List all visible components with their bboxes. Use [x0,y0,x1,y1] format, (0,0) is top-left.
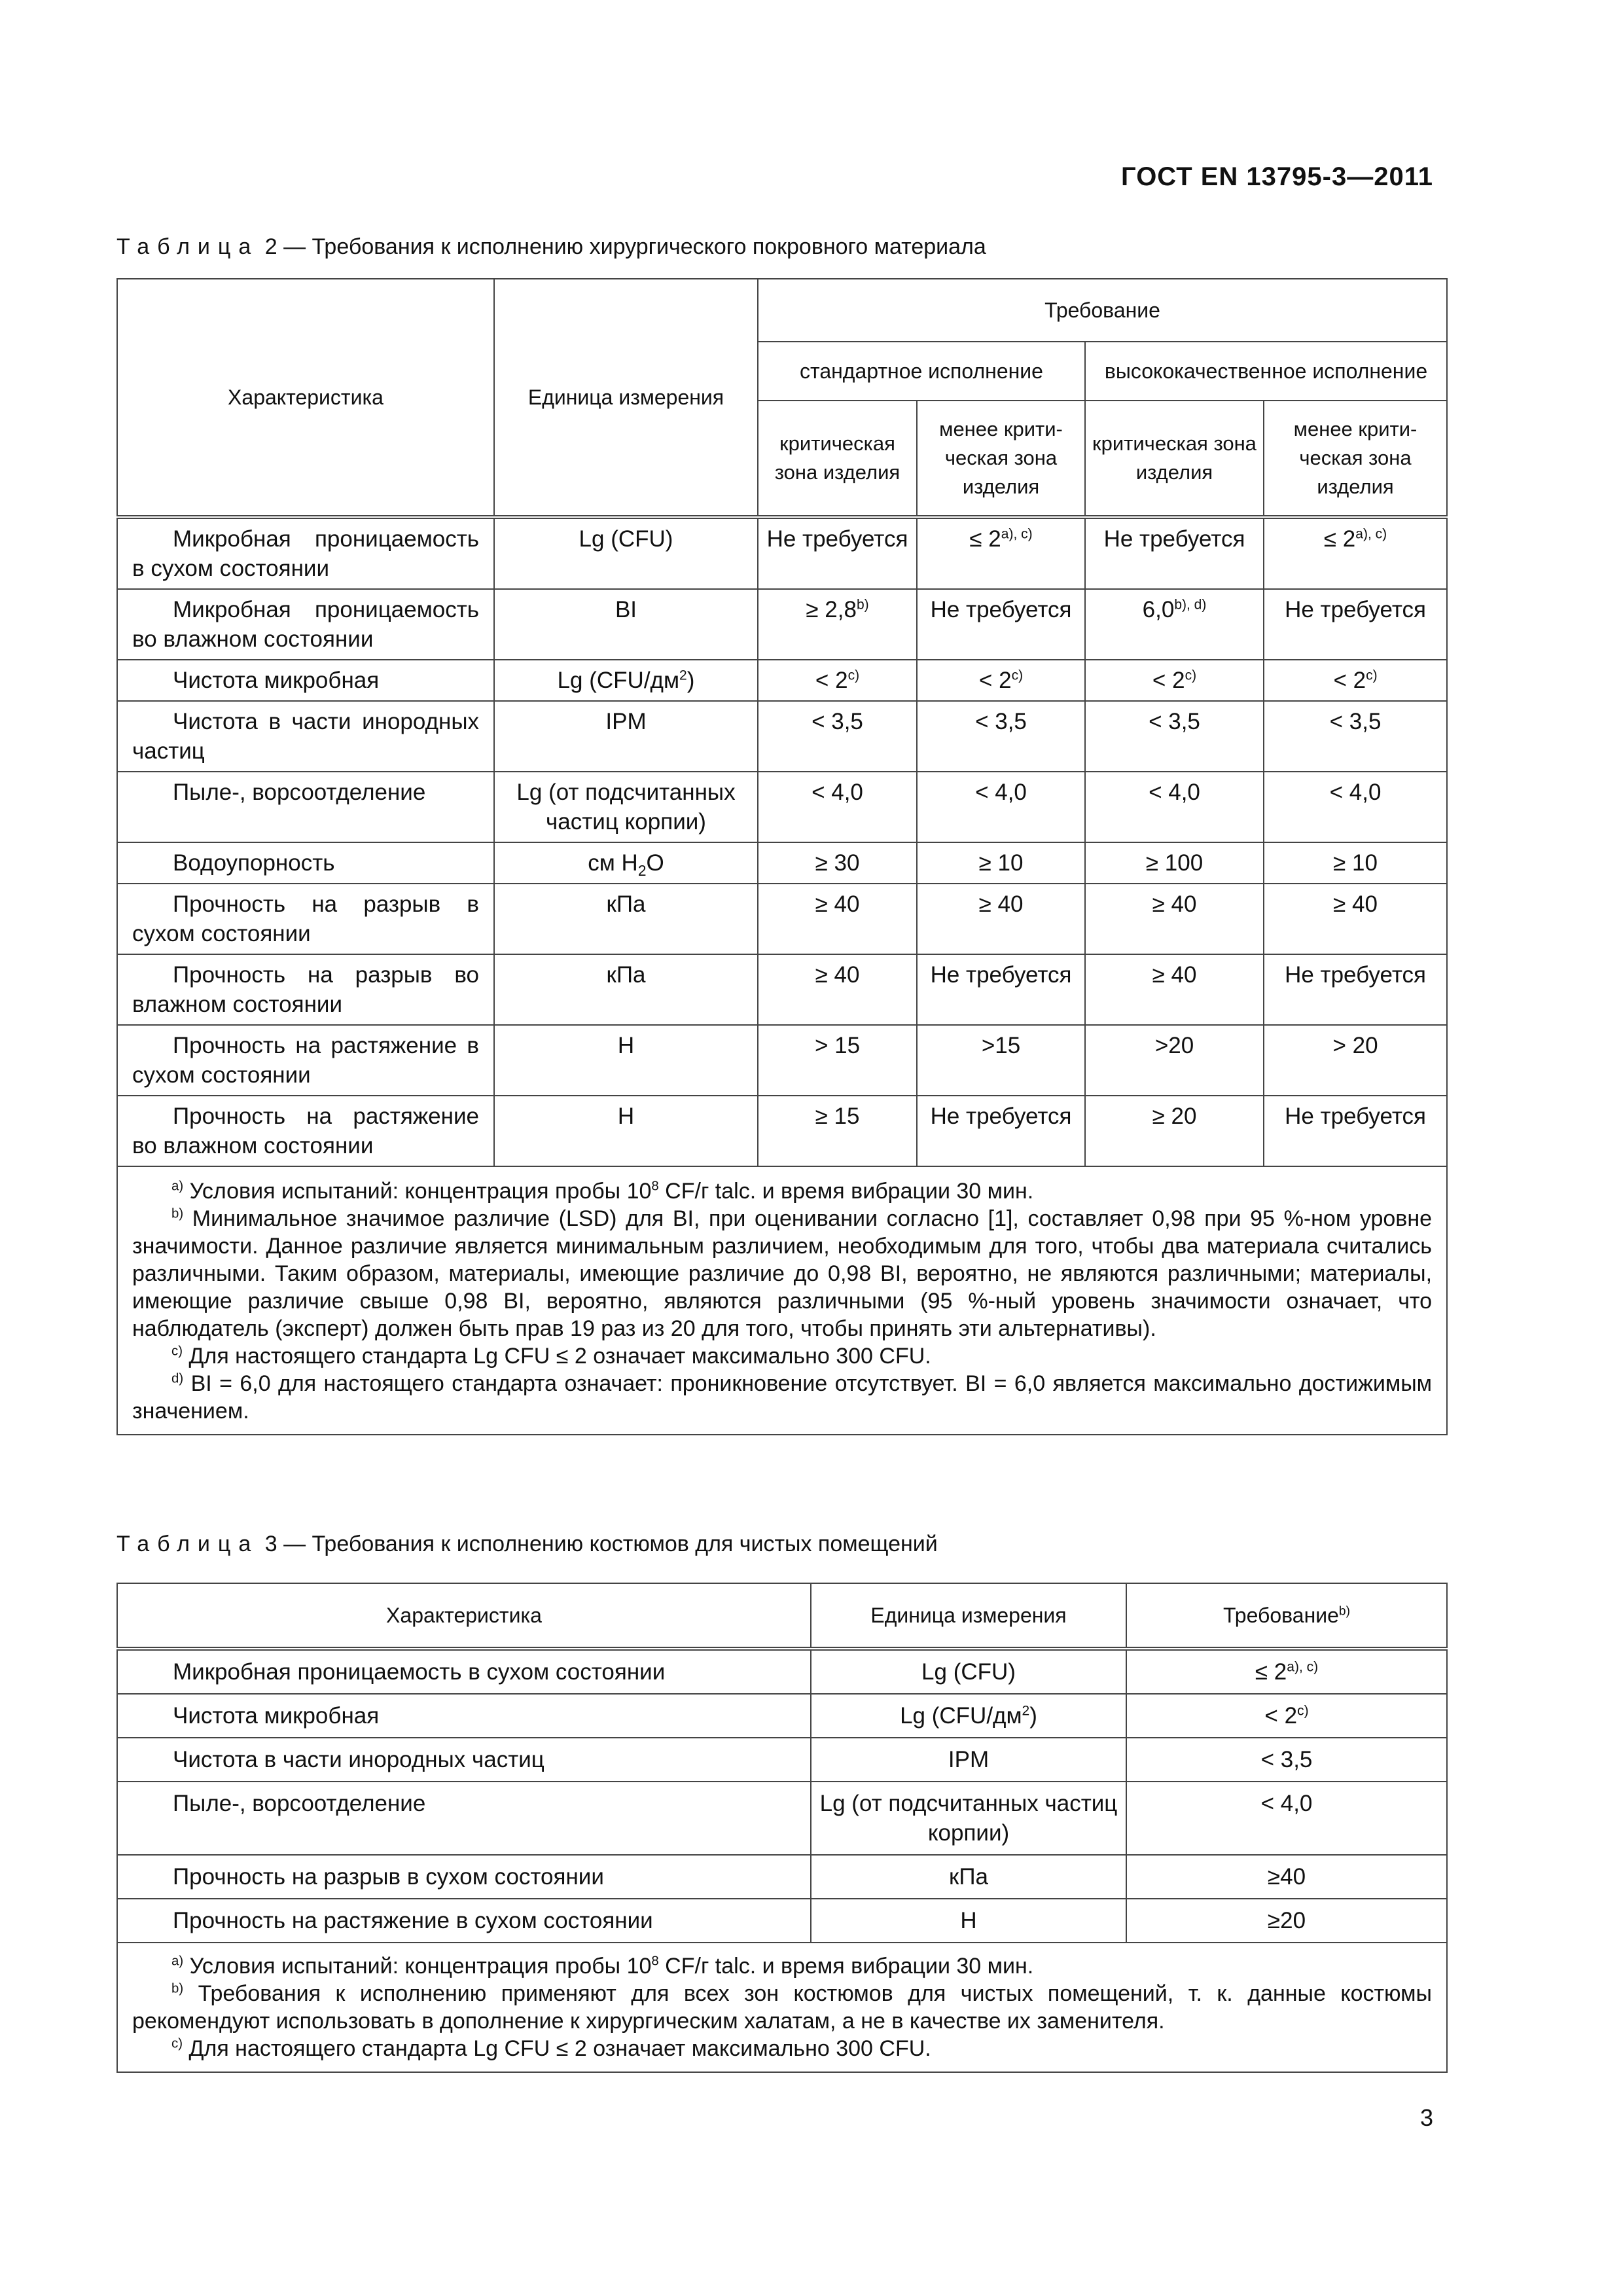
requirement-cell: Не требуется [1264,1096,1447,1166]
table-row [117,1025,1447,1096]
requirement-cell: Не требуется [1264,954,1447,1025]
table2-header-standard: стандартное исполнение [758,342,1085,401]
table-row [117,517,1447,589]
table2-header-less-critical-standard: менее крити-ческая зона изделия [917,401,1085,517]
requirement-cell: Не требуется [1085,517,1264,589]
requirement-cell: Не требуется [917,1096,1085,1166]
requirement-cell: < 4,0 [1126,1782,1447,1855]
requirement-cell: < $2^{c)}$ [1264,660,1447,701]
table3 [116,1583,1448,2073]
table2-caption [116,234,986,260]
characteristic-cell: Чистота в части инородных частиц [117,701,494,772]
unit-cell: Lg $(CFU/дм^2)$ [494,660,758,701]
table3-note-b-text: Требования к исполнению применяют для всех зон костюмов для чистых помещений, т. к. данные костюмы рекомендуют использовать в дополнение к хирургическим халатам, а не в качестве их заменителя. [132,1981,1432,2034]
characteristic-cell: Прочность на разрыв в сухом состоянии [117,1855,811,1899]
characteristic-cell: Чистота микробная [117,660,494,701]
table3-header-requirement: Требование$^{b)}$ [1126,1583,1447,1649]
table2-caption-label: Таблица [116,234,259,259]
characteristic-cell: Пыле-, ворсоотделение [117,1782,811,1855]
table3-note-b: $^{b)}$ Требования к исполнению применяют для всех зон костюмов для чистых помещений, т. к. данные костюмы рекомендуют использовать в дополнение к хирургическим халатам, а не в качестве их заменителя. [132,1981,1432,2034]
requirement-cell: < $2^{c)}$ [758,660,917,701]
requirement-cell: >15 [917,1025,1085,1096]
characteristic-cell: Микробная проницаемость в сухом состоянии [117,517,494,589]
table3-header-unit: Единица измерения [811,1583,1126,1649]
table2-header-unit: Единица измерения [494,279,758,517]
requirement-cell: $6,0^{b), d)}$ [1085,589,1264,660]
requirement-cell: < $2^{c)}$ [1085,660,1264,701]
requirement-cell: < 4,0 [758,772,917,842]
table2-note-c-text: Для настоящего стандарта Lg CFU ≤ 2 означает максимально 300 CFU. [188,1344,931,1369]
table-row [117,1096,1447,1166]
requirement-cell: Не требуется [1264,589,1447,660]
table2-note-b: $^{b)}$ Минимальное значимое различие (LSD) для BI, при оценивании согласно [1], составляет 0,98 при 95 %-ном уровне значимости. Данное различие является минимальным различием, необходимым для того, чтобы два материала считались различными. Таким образом, материалы, имеющие различие до 0,98 BI, вероятно, не являются различными; материалы, имеющие различие свыше 0,98 BI, вероятно, являются различными (95 %-ный уровень значимости означает, что наблюдатель (эксперт) должен быть прав 19 раз из 20 для того, чтобы принять эти альтернативы). [132,1206,1433,1341]
table-row [117,1782,1447,1855]
table-row [117,772,1447,842]
table-row [117,1899,1447,1943]
table2-note-c: $^{c)}$ Для настоящего стандарта Lg CFU ≤ 2 означает максимально 300 CFU. [171,1344,931,1369]
document-header: ГОСТ EN 13795-3—2011 [1121,162,1433,191]
unit-cell: Lg (CFU) [494,517,758,589]
requirement-cell: ≥ 100 [1085,842,1264,884]
requirement-cell: < $2^{c)}$ [1126,1694,1447,1738]
characteristic-cell: Прочность на разрыв в сухом состоянии [117,884,494,954]
table3-footnotes [117,1943,1447,2072]
table3-caption-text: 3 — Требования к исполнению костюмов для чистых помещений [259,1532,938,1556]
unit-cell: Lg (CFU) [811,1649,1126,1694]
table-row [117,1649,1447,1694]
table2-footnotes [117,1166,1447,1435]
table-row [117,1855,1447,1899]
unit-cell: Н [494,1096,758,1166]
requirement-cell: < 4,0 [917,772,1085,842]
table-row [117,954,1447,1025]
table2-header-requirement: Требование [758,279,1447,342]
characteristic-cell: Прочность на растяжение во влажном состоянии [117,1096,494,1166]
table3-caption-label: Таблица [116,1532,259,1556]
requirement-cell: > 15 [758,1025,917,1096]
requirement-cell: Не требуется [758,517,917,589]
requirement-cell: ≥ 20 [1085,1096,1264,1166]
unit-cell: кПа [494,954,758,1025]
characteristic-cell: Микробная проницаемость в сухом состоянии [117,1649,811,1694]
table2-header-critical-high: критическая зона изделия [1085,401,1264,517]
requirement-cell: < 3,5 [1085,701,1264,772]
table3-caption [116,1532,938,1557]
requirement-cell: ≥ 10 [1264,842,1447,884]
unit-cell: кПа [811,1855,1126,1899]
requirement-cell: > 20 [1264,1025,1447,1096]
requirement-cell: ≥40 [1126,1855,1447,1899]
requirement-cell: ≥ $2,8^{b)}$ [758,589,917,660]
table-row [117,589,1447,660]
characteristic-cell: Чистота в части инородных частиц [117,1738,811,1782]
unit-cell: IPM [494,701,758,772]
table2-header-critical-standard: критическая зона изделия [758,401,917,517]
unit-cell: Н [811,1899,1126,1943]
requirement-cell: < 4,0 [1085,772,1264,842]
requirement-cell: >20 [1085,1025,1264,1096]
requirement-cell: < $2^{c)}$ [917,660,1085,701]
table3-header-characteristic: Характеристика [117,1583,811,1649]
requirement-cell: ≥ 10 [917,842,1085,884]
requirement-cell: < 3,5 [758,701,917,772]
table-row [117,1738,1447,1782]
unit-cell: IPM [811,1738,1126,1782]
characteristic-cell: Чистота микробная [117,1694,811,1738]
requirement-cell: ≤ $2^{a), c)}$ [1126,1649,1447,1694]
unit-cell: см $H_2O$ [494,842,758,884]
characteristic-cell: Водоупорность [117,842,494,884]
table-row [117,660,1447,701]
table2-header-less-critical-high: менее крити-ческая зона изделия [1264,401,1447,517]
unit-cell: Н [494,1025,758,1096]
table3-note-a: $^{a)}$ Условия испытаний: концентрация пробы $10^8$ CF/г talc. и время вибрации 30 мин. [171,1954,1034,1979]
unit-cell: Lg (от подсчитанных частиц корпии) [494,772,758,842]
table2-note-a: $^{a)}$ Условия испытаний: концентрация пробы $10^8$ CF/г talc. и время вибрации 30 мин. [171,1179,1034,1204]
requirement-cell: < 3,5 [1126,1738,1447,1782]
requirement-cell: < 3,5 [1264,701,1447,772]
table-row [117,884,1447,954]
table-row [117,1694,1447,1738]
table2-header-high: высококачественное исполнение [1085,342,1447,401]
characteristic-cell: Пыле-, ворсоотделение [117,772,494,842]
requirement-cell: ≥ 40 [1264,884,1447,954]
unit-cell: BI [494,589,758,660]
table2-note-b-text: Минимальное значимое различие (LSD) для BI, при оценивании согласно [1], составляет 0,98 при 95 %-ном уровне значимости. Данное различие является минимальным различием, необходимым для того, чтобы два материала считались различными. Таким образом, материалы, имеющие различие до 0,98 BI, вероятно, не являются различными; материалы, имеющие различие свыше 0,98 BI, вероятно, являются различными (95 %-ный уровень значимости означает, что наблюдатель (эксперт) должен быть прав 19 раз из 20 для того, чтобы принять эти альтернативы). [132,1206,1433,1341]
table-row [117,701,1447,772]
requirement-cell: ≤ $2^{a), c)}$ [917,517,1085,589]
characteristic-cell: Прочность на разрыв во влажном состоянии [117,954,494,1025]
characteristic-cell: Прочность на растяжение в сухом состоянии [117,1025,494,1096]
table2-note-d-text: BI = 6,0 для настоящего стандарта означает: проникновение отсутствует. BI = 6,0 является максимально достижимым значением. [132,1371,1433,1424]
requirement-cell: ≥ 40 [917,884,1085,954]
unit-cell: Lg $(CFU/дм^2)$ [811,1694,1126,1738]
table-row [117,842,1447,884]
unit-cell: Lg (от подсчитанных частиц корпии) [811,1782,1126,1855]
table3-note-c: $^{c)}$ Для настоящего стандарта Lg CFU ≤ 2 означает максимально 300 CFU. [171,2036,931,2061]
requirement-cell: ≥ 40 [758,884,917,954]
table2-header-characteristic: Характеристика [117,279,494,517]
requirement-cell: ≥ 40 [1085,954,1264,1025]
unit-cell: кПа [494,884,758,954]
requirement-cell: < 4,0 [1264,772,1447,842]
requirement-cell: ≥ 15 [758,1096,917,1166]
requirement-cell: ≥ 30 [758,842,917,884]
characteristic-cell: Микробная проницаемость во влажном состоянии [117,589,494,660]
table2-note-d: $^{d)}$ BI = 6,0 для настоящего стандарта означает: проникновение отсутствует. BI = 6,0 является максимально достижимым значением. [132,1371,1433,1424]
requirement-cell: ≤ $2^{a), c)}$ [1264,517,1447,589]
characteristic-cell: Прочность на растяжение в сухом состоянии [117,1899,811,1943]
requirement-cell: ≥20 [1126,1899,1447,1943]
table3-note-c-text: Для настоящего стандарта Lg CFU ≤ 2 означает максимально 300 CFU. [188,2036,931,2061]
table2 [116,278,1448,1435]
page-number: 3 [1419,2104,1433,2131]
requirement-cell: < 3,5 [917,701,1085,772]
table2-caption-text: 2 — Требования к исполнению хирургического покровного материала [259,234,986,259]
requirement-cell: Не требуется [917,954,1085,1025]
requirement-cell: ≥ 40 [1085,884,1264,954]
requirement-cell: ≥ 40 [758,954,917,1025]
requirement-cell: Не требуется [917,589,1085,660]
